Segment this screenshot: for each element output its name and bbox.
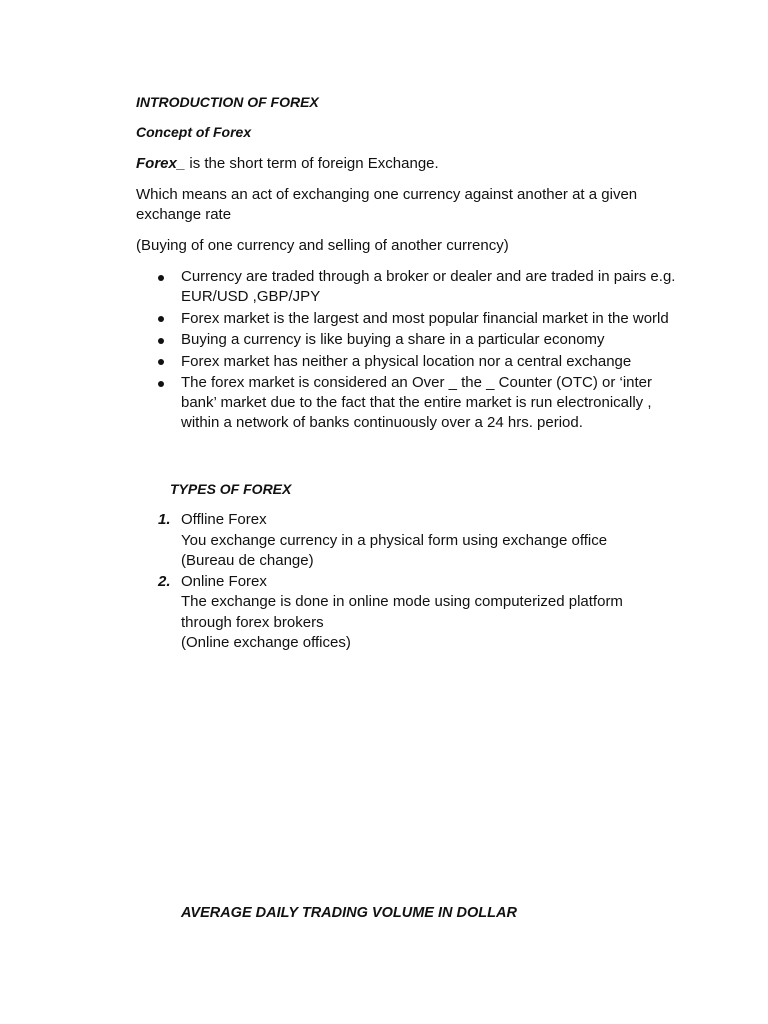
definition-paragraph — [136, 154, 696, 174]
list-item — [136, 352, 696, 372]
parenthetical-paragraph: (Buying of one currency and selling of another currency) — [136, 237, 509, 254]
definition-term: Forex_ — [136, 155, 186, 172]
type-note: (Bureau de change) — [181, 552, 314, 569]
type-name: Online Forex — [181, 572, 267, 590]
list-item — [136, 267, 696, 307]
list-item — [136, 510, 696, 572]
bullet-icon — [158, 338, 164, 344]
list-item-text: Currency are traded through a broker or dealer and are traded in pairs e.g. EUR/USD ,GBP/JPY — [181, 268, 676, 305]
list-item-text: The forex market is considered an Over _ the _ Counter (OTC) or ‘inter bank’ market due to the fact that the entire market is run electronically , within a network of banks continuously over a 24 hrs. period. — [181, 374, 653, 431]
forex-types-list — [136, 510, 696, 654]
meaning-paragraph: Which means an act of exchanging one currency against another at a given exchange rate — [136, 186, 638, 223]
list-number: 1. — [158, 511, 171, 528]
bullet-icon — [158, 275, 164, 281]
type-description: You exchange currency in a physical form using exchange office — [181, 531, 608, 549]
type-description: The exchange is done in online mode using computerized platform through forex brokers — [181, 593, 623, 631]
types-heading: TYPES OF FOREX — [170, 481, 292, 497]
bullet-icon — [158, 381, 164, 387]
list-item-text: Buying a currency is like buying a share in a particular economy — [181, 331, 605, 348]
list-number: 2. — [158, 572, 171, 590]
volume-heading: AVERAGE DAILY TRADING VOLUME IN DOLLAR — [181, 905, 517, 921]
list-item — [136, 373, 696, 433]
list-item — [136, 330, 696, 350]
list-item — [136, 572, 696, 654]
list-item-text: Forex market has neither a physical location nor a central exchange — [181, 352, 632, 370]
list-item — [136, 309, 696, 329]
definition-text: is the short term of foreign Exchange. — [185, 155, 439, 172]
list-item-text: Forex market is the largest and most popular financial market in the world — [181, 309, 669, 327]
type-name: Offline Forex — [181, 511, 267, 528]
type-note: (Online exchange offices) — [181, 634, 351, 651]
bullet-icon — [158, 359, 164, 365]
concept-heading: Concept of Forex — [136, 124, 252, 140]
bullet-icon — [158, 316, 164, 322]
document-title: INTRODUCTION OF FOREX — [136, 94, 319, 110]
forex-facts-list — [136, 267, 696, 435]
